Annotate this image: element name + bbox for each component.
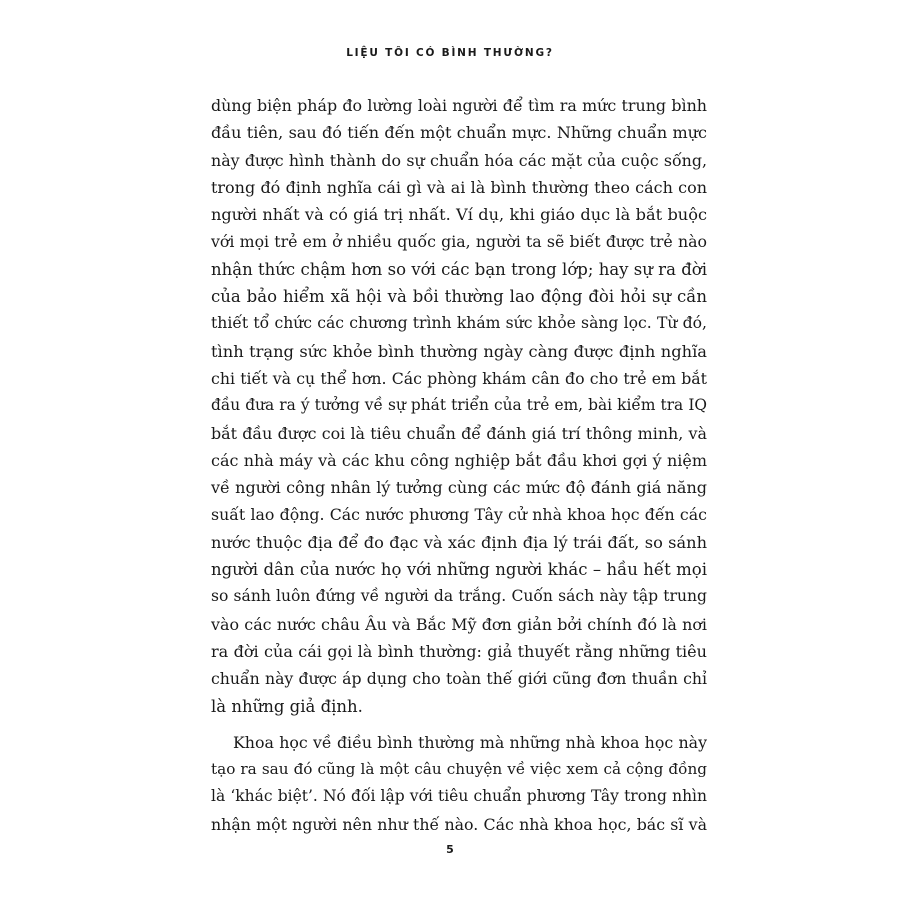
text-line: so sánh luôn đứng về người da trắng. Cuốn sách này tập trung	[211, 587, 707, 606]
text-line: vào các nước châu Âu và Bắc Mỹ đơn giản bởi chính đó là nơi	[211, 614, 707, 634]
text-line: người dân của nước họ với những người khác – hầu hết mọi	[211, 560, 707, 580]
text-line: với mọi trẻ em ở nhiều quốc gia, người ta sẽ biết được trẻ nào	[211, 232, 707, 252]
text-line: của bảo hiểm xã hội và bồi thường lao động đòi hỏi sự cần	[211, 287, 707, 307]
text-line: dùng biện pháp đo lường loài người để tìm ra mức trung bình	[211, 96, 707, 115]
text-line: suất lao động. Các nước phương Tây cử nhà khoa học đến các	[211, 505, 707, 525]
text-line: là những giả định.	[211, 696, 363, 716]
text-line: về người công nhân lý tưởng cùng các mức độ đánh giá năng	[211, 478, 707, 498]
body-text	[211, 92, 707, 838]
paragraph-2	[211, 729, 707, 838]
text-line: chi tiết và cụ thể hơn. Các phòng khám cân đo cho trẻ em bắt	[211, 368, 707, 388]
text-line: đầu tiên, sau đó tiến đến một chuẩn mực. Những chuẩn mực	[211, 123, 707, 143]
text-line: thiết tổ chức các chương trình khám sức khỏe sàng lọc. Từ đó,	[211, 314, 707, 333]
page-number: 5	[446, 843, 454, 856]
text-line: nhận thức chậm hơn so với các bạn trong lớp; hay sự ra đời	[211, 259, 707, 279]
paragraph-gap	[211, 720, 707, 729]
text-line: ra đời của cái gọi là bình thường: giả thuyết rằng những tiêu	[211, 641, 707, 661]
text-line: Khoa học về điều bình thường mà những nhà khoa học này	[233, 732, 707, 752]
text-line: này được hình thành do sự chuẩn hóa các mặt của cuộc sống,	[211, 150, 707, 170]
text-line: tạo ra sau đó cũng là một câu chuyện về việc xem cả cộng đồng	[211, 760, 707, 779]
text-line: nước thuộc địa để đo đạc và xác định địa lý trái đất, so sánh	[211, 532, 707, 552]
text-line: chuẩn này được áp dụng cho toàn thế giới cũng đơn thuần chỉ	[211, 669, 707, 689]
text-line: đầu đưa ra ý tưởng về sự phát triển của trẻ em, bài kiểm tra IQ	[211, 396, 707, 415]
paragraph-1	[211, 92, 707, 720]
text-line: nhận một người nên như thế nào. Các nhà khoa học, bác sĩ và	[211, 814, 707, 834]
running-title: LIỆU TÔI CÓ BÌNH THƯỜNG?	[346, 47, 554, 59]
text-line: các nhà máy và các khu công nghiệp bắt đầu khơi gợi ý niệm	[211, 450, 707, 470]
text-line: là ‘khác biệt’. Nó đối lập với tiêu chuẩn phương Tây trong nhìn	[211, 787, 707, 806]
text-line: bắt đầu được coi là tiêu chuẩn để đánh giá trí thông minh, và	[211, 423, 707, 443]
text-line: trong đó định nghĩa cái gì và ai là bình thường theo cách con	[211, 177, 707, 197]
text-line: người nhất và có giá trị nhất. Ví dụ, khi giáo dục là bắt buộc	[211, 205, 707, 225]
text-line: tình trạng sức khỏe bình thường ngày càng được định nghĩa	[211, 341, 707, 361]
